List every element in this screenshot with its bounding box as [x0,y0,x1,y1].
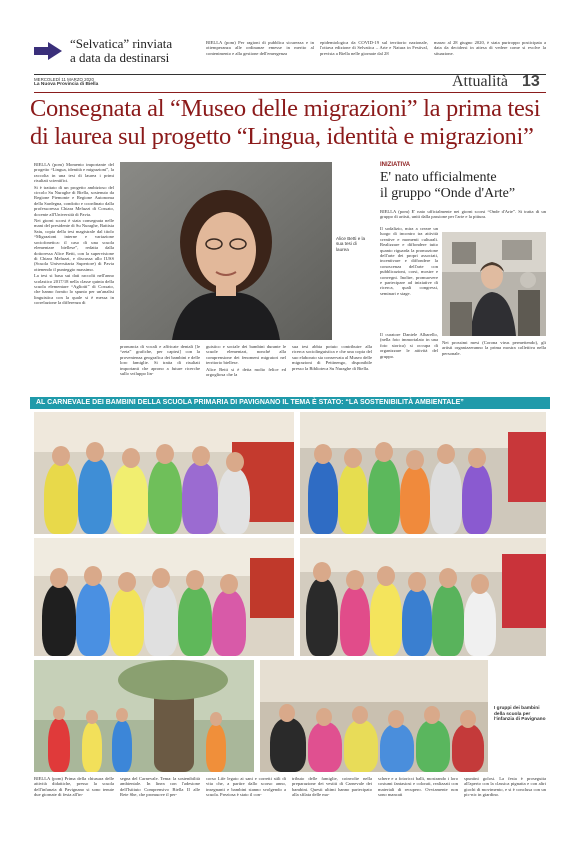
article-paragraph: Alice Betti si è detta molto felice ed orgogliosa che la [206,366,286,378]
headline-line1: Consegnata al “Museo delle migrazioni” la prima tesi [30,95,541,122]
sidebar-paragraph-1: BIELLA (pom) E' nato ufficialmente nei giorni scorsi “Onde d'Arte”. Si tratta di un gruppo di artisti, uniti dalla passione per l'arte e la pittura. [380,209,546,220]
article-paragraph: BIELLA (pom) Momento importante del progetto “Lingua, identità e migrazioni”, la raccolta in una tesi di laurea i primi risultati scientifici. [34,162,114,184]
carnival-photo-6 [260,660,488,772]
carnival-photo-1 [34,412,294,534]
teaser-title-line1: “Selvatica” rinviata [70,36,173,51]
headline [30,95,550,151]
article-col-3 [206,344,286,402]
sidebar-paragraph-2: Il sodalizio, mira a creare un luogo di incontro tra attività creative e momenti culturali. Realizzare e diffondere tutto quanto riguarda la promozione dell'arte dei propri associati, incentivare e diffondere la conoscenza dell'arte con pubblicazioni, corsi, mostre e convegni. Inoltre, promuovere e partecipare ad iniziative di ricerca, quali congressi, seminari e stage. [380,226,438,296]
sidebar-paragraph-4: Nei prossimi mesi (Corona virus permettendo), gli artisti organizzeranno la prima mostra collettiva nella personale. [442,340,546,356]
carnival-photo-4 [300,538,546,656]
carnival-col-6: spuntini golosi. La festa è proseguita all'aperto con la classica pignatta e con altri giochi di movimento, e si è conclusa con un pic-nic in giardino. [464,776,546,798]
masthead-date: MERCOLEDÌ 11 MARZO 2020 [34,77,94,82]
article-col-4: sua tesi abbia potuto contribuire alla ricerca sociolinguistica e che una copia del suo elaborato sia conservata al Museo delle migrazioni di Pettinengo, disponibile presso la Biblioteca Su Nuraghe di Biella. [292,344,372,371]
article-paragraph: Nei giorni scorsi è stata consegnata nelle mani del presidente di Su Nuraghe, Battista Saiu, copia della tesi magistrale dal titolo “Migrazioni interne e variazione sociofonetica: il caso di una scuola elementare biellese”, redatta dalla dottoressa Alice Betti, con la supervisione di Chiara Meluzzi, e discussa allo IUSS (Scuola Universitaria Superiore) di Pavia ottenendo il punteggio massimo. [34,218,114,272]
carnival-photo-2 [300,412,546,534]
article-paragraph: guistico e sociale dei bambini durante le scuole elementari, nonché alla comprensione dei fenomeni migratori nel territorio biellese. [206,344,286,366]
carnival-col-2: segna del Carnevale. Tema: la sostenibilità ambientale. In linea con l'adesione dell'Istituto Comprensivo Biella II alle Rete She, che promuove il per- [120,776,200,798]
sidebar-title-line2: il gruppo “Onde d'Arte” [380,186,516,201]
sidebar-photo [442,232,546,336]
carnival-col-5: schere e a fotoricci balli, mostrando i loro costumi fantasiosi e colorati, realizzati con materiali di recupero. Ovviamente non sono mancati [378,776,458,798]
teaser-col-2: epidemiologica da COVID-19 sul territorio nazionale, l'ottava edizione di Selvatica – Arte e Natura in Festival, prevista a Biella nelle giornate dal 28 [320,40,428,56]
masthead-rule-bottom [34,92,546,93]
teaser-title [70,37,200,65]
carnival-col-1: BIELLA (pom) Prima della chiusura delle attività didattiche, presso la scuola dell'infanzia di Pavignano si sono tenute due giornate di festa all'in- [34,776,114,798]
teaser-col-3: marzo al 28 giugno 2020, è stata purtroppo posticipata a data da decidersi in attesa di vedere come si evolve la situazione. [434,40,546,56]
sidebar-paragraph-3: Il curatore Daniele Albarello, (nella foto immortalato in una foto storica) si occupa di organizzare le attività del gruppo. [380,332,438,359]
sidebar-title-line1: E' nato ufficialmente [380,170,497,185]
teaser-arrow-icon [34,42,62,60]
portrait-photo [120,162,332,340]
carnival-col-3: corso Life legato ai sani e corretti stili di vita che, a partire dallo scorso anno, insegnanti e bambini stanno svolgendo a scuola. Preziosa è stato il con- [206,776,286,798]
article-col-2: pronuncia di vocali e affricate dentali [le “zeta” grafiche, per capirsi] con la provenienza geografica dei bambini e delle loro famiglie. Si tratta di risultati importanti che aprono a future ricerche sullo sviluppo lin- [120,344,200,377]
teaser-col-1: BIELLA (pom) Per ragioni di pubblica sicurezza e in ottemperanza alle ordinanze emesse in merito al contenimento e alla gestione dell'emergenza [206,40,314,56]
carnival-banner [30,397,550,409]
carnival-col-4: tributo delle famiglie, coinvolte nella preparazione dei vestiti di Carnevale dei bambini. Questi ultimi hanno partecipato alla sfilata delle ma- [292,776,372,798]
carnival-banner-text: AL CARNEVALE DEI BAMBINI DELLA SCUOLA PRIMARIA DI PAVIGNANO IL TEMA È STATO: “LA SOSTENIBILITÀ AMBIENTALE” [36,399,464,406]
sidebar-title [380,170,546,202]
section-name: Attualità [452,73,508,90]
sidebar-kicker: INIZIATIVA [380,162,411,168]
masthead-paper: La Nuova Provincia di Biella [34,82,99,87]
carnival-photo-5 [34,660,254,772]
headline-line2: di laurea sul progetto “Lingua, identità e migrazioni” [30,123,534,150]
page-number: 13 [522,73,540,90]
carnival-photo-3 [34,538,294,656]
article-paragraph: La tesi si basa sui dati raccolti nell'anno scolastico 2017/18 nella classe quinta della scuola elementare “Agliotti” di Cossato, che hanno fornito lo spunto per un'analisi linguistica con la quale si è messa in correlazione la differenza di [34,273,114,306]
article-paragraph: Si è trattato di un progetto ambizioso del circolo Su Nuraghe di Biella, sostenuto da Regione Piemonte e Regione Autonoma della Sardegna, condotto e coordinato dalla professoressa Chiara Meluzzi di Cossato, docente all'Università di Pavia. [34,184,114,217]
portrait-caption: Alice Betti e la sua tesi di laurea [336,236,366,252]
carnival-photo-caption: I gruppi dei bambini della scuola per l'infanzia di Pavignano [494,706,546,723]
article-col-1 [34,162,114,402]
teaser-title-line2: a data da destinarsi [70,50,170,65]
